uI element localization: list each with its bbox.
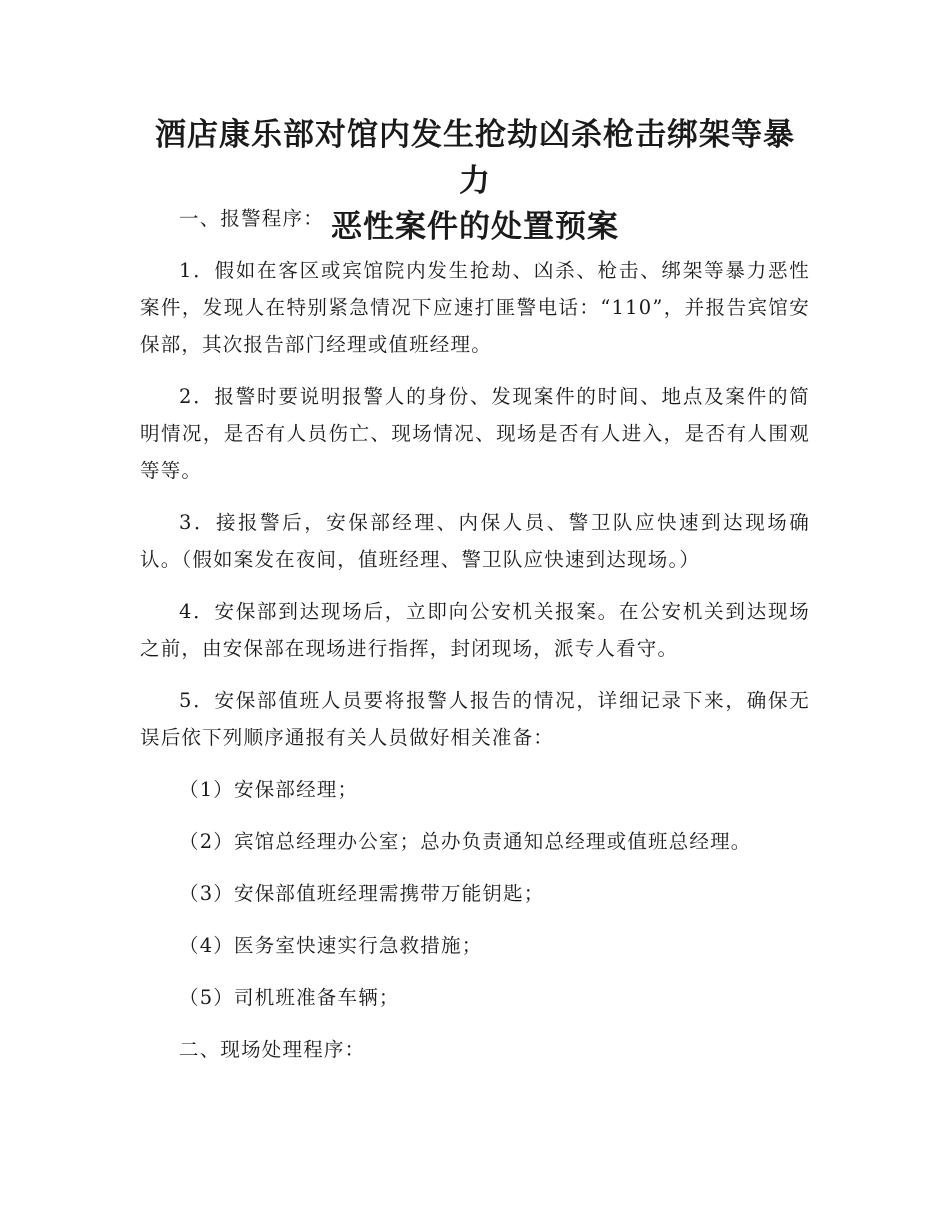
title-line-2: 恶性案件的处置预案 (331, 209, 619, 245)
list-item: （5）司机班准备车辆； (179, 986, 400, 1009)
paragraph-item-2: 2．报警时要说明报警人的身份、发现案件的时间、地点及案件的简明情况，是否有人员伤亡、现场情况、现场是否有人进入，是否有人围观等等。 (140, 385, 810, 482)
list-item: （3）安保部值班经理需携带万能钥匙； (179, 882, 545, 905)
section-heading-scene: 二、现场处理程序： (179, 1038, 366, 1061)
section-heading-report: 一、报警程序： (179, 207, 324, 230)
list-item: （1）安保部经理； (179, 778, 359, 801)
list-item: （2）宾馆总经理办公室；总办负责通知总经理或值班总经理。 (179, 830, 752, 853)
paragraph-item-4: 4．安保部到达现场后，立即向公安机关报案。在公安机关到达现场之前，由安保部在现场进行指挥，封闭现场，派专人看守。 (140, 600, 810, 660)
paragraph-item-5: 5．安保部值班人员要将报警人报告的情况，详细记录下来，确保无误后依下列顺序通报有关人员做好相关准备： (140, 689, 810, 749)
paragraph-item-3: 3．接报警后，安保部经理、内保人员、警卫队应快速到达现场确认。（假如案发在夜间，值班经理、警卫队应快速到达现场。） (140, 511, 810, 571)
document-body (140, 200, 810, 1083)
title-line-1: 酒店康乐部对馆内发生抢劫凶杀枪击绑架等暴力 (155, 117, 795, 199)
paragraph-item-1: 1．假如在客区或宾馆院内发生抢劫、凶杀、枪击、绑架等暴力恶性案件，发现人在特别紧急情况下应速打匪警电话：“110”，并报告宾馆安保部，其次报告部门经理或值班经理。 (140, 259, 810, 356)
list-item: （4）医务室快速实行急救措施； (179, 934, 483, 957)
